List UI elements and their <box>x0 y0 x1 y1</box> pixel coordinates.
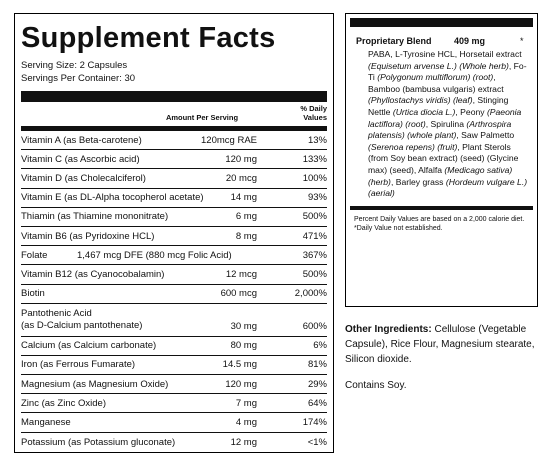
nutrient-daily-value: 600% <box>302 320 327 332</box>
nutrient-name: Folate <box>21 249 48 261</box>
nutrient-name: Thiamin (as Thiamine mononitrate) <box>21 211 169 223</box>
botanical-name: (Serenoa repens) (fruit) <box>368 141 458 152</box>
nutrient-row <box>21 150 327 169</box>
nutrient-row <box>21 356 327 375</box>
other-ingredients <box>345 322 540 367</box>
nutrient-row <box>21 285 327 304</box>
daily-value-footnote: Percent Daily Values are based on a 2,000 calorie diet. *Daily Value not established. <box>354 215 525 232</box>
blend-top-bar <box>350 18 533 27</box>
botanical-name: (Hordeum vulgare L.) (aerial) <box>368 176 528 199</box>
nutrient-name: Zinc (as Zinc Oxide) <box>21 397 106 409</box>
nutrient-daily-value: 6% <box>313 340 327 352</box>
nutrient-amount: 80 mg <box>230 340 257 352</box>
ingredient-text: PABA, L-Tyrosine HCL, Horsetail extract <box>368 49 522 59</box>
nutrient-amount: 4 mg <box>235 417 257 429</box>
nutrient-name: Manganese <box>21 417 71 429</box>
nutrient-amount: 12 mg <box>230 436 257 448</box>
ingredient-text: , Fo-Ti <box>368 60 527 83</box>
nutrient-name: Vitamin B6 (as Pyridoxine HCL) <box>21 230 155 242</box>
botanical-name: (Medicago sativa) (herb) <box>368 164 513 187</box>
ingredient-text: , Bamboo (bambusa vulgaris) extract <box>368 72 504 94</box>
nutrient-daily-value: 93% <box>307 192 327 204</box>
nutrient-name: Vitamin E (as DL-Alpha tocopherol acetate) <box>21 192 204 204</box>
nutrient-amount: 7 mg <box>235 397 257 409</box>
nutrient-amount: 120 mg <box>225 153 257 165</box>
blend-daily-value: * <box>520 36 524 46</box>
blend-ingredients <box>350 49 533 200</box>
servings-per-container: Servings Per Container: 30 <box>21 73 136 84</box>
serving-size: Serving Size: 2 Capsules <box>21 60 128 71</box>
nutrient-name: Vitamin B12 (as Cyanocobalamin) <box>21 268 165 280</box>
thick-divider <box>21 91 327 102</box>
nutrient-amount: 14 mg <box>230 192 257 204</box>
nutrient-name: Vitamin A (as Beta-carotene) <box>21 134 142 146</box>
nutrient-name: Magnesium (as Magnesium Oxide) <box>21 378 169 390</box>
nutrient-daily-value: 133% <box>302 153 327 165</box>
nutrient-daily-value: 81% <box>307 359 327 371</box>
other-ingredients-text: Cellulose (Vegetable Capsule), Rice Flour, Magnesium stearate, Silicon dioxide. <box>345 324 535 365</box>
nutrient-row <box>21 304 327 337</box>
botanical-name: (Phyllostachys viridis) (leaf) <box>368 95 473 106</box>
botanical-name: (Polygonum multiflorum) (root) <box>377 72 494 83</box>
nutrient-name: Potassium (as Potassium gluconate) <box>21 436 176 448</box>
ingredient-text: , Peony <box>455 106 487 117</box>
nutrient-daily-value: 13% <box>307 134 327 146</box>
nutrient-name: Biotin <box>21 288 45 300</box>
nutrient-row <box>21 375 327 394</box>
nutrient-row <box>21 394 327 413</box>
nutrient-amount: 120mcg RAE <box>201 134 257 146</box>
other-ingredients-block <box>345 322 540 393</box>
nutrient-amount: 14.5 mg <box>222 359 257 371</box>
nutrient-row <box>21 227 327 246</box>
nutrient-row <box>21 433 327 452</box>
nutrient-daily-value: 100% <box>302 172 327 184</box>
proprietary-blend-panel <box>345 13 538 307</box>
ingredient-text: , Plant Sterols (from Soy bean extract) (seed) (Glycine max) (seed), Alfalfa <box>368 141 519 175</box>
nutrient-row <box>21 208 327 227</box>
botanical-name: (Equisetum arvense L.) (Whole herb) <box>368 60 509 71</box>
supplement-facts-panel <box>14 13 334 453</box>
nutrient-daily-value: 2,000% <box>294 288 327 300</box>
nutrient-row <box>21 131 327 150</box>
blend-amount: 409 mg <box>454 36 486 46</box>
nutrient-amount: 20 mcg <box>225 172 257 184</box>
nutrient-amount: 1,467 mcg DFE (880 mcg Folic Acid) <box>77 249 232 261</box>
blend-name: Proprietary Blend <box>356 36 432 46</box>
botanical-name: (Paeonia lactiflora) (root) <box>368 106 522 129</box>
nutrient-amount: 6 mg <box>235 211 257 223</box>
nutrient-name: Iron (as Ferrous Fumarate) <box>21 359 136 371</box>
nutrient-daily-value: 500% <box>302 211 327 223</box>
ingredient-text: , Barley grass <box>390 176 446 187</box>
nutrient-daily-value: 367% <box>302 249 327 261</box>
nutrient-name: Vitamin D (as Cholecalciferol) <box>21 172 146 184</box>
nutrient-table <box>21 131 327 452</box>
ingredient-text: , Saw Palmetto <box>456 130 515 141</box>
nutrient-daily-value: 471% <box>302 230 327 242</box>
nutrient-daily-value: 64% <box>307 397 327 409</box>
facts-title: Supplement Facts <box>21 22 276 54</box>
ingredient-text: , Spirulina <box>425 118 467 129</box>
nutrient-row <box>21 413 327 432</box>
nutrient-amount: 8 mg <box>235 230 257 242</box>
column-header <box>21 102 327 131</box>
nutrient-daily-value: 29% <box>307 378 327 390</box>
daily-values-header: % Daily Values <box>300 104 327 122</box>
nutrient-amount: 30 mg <box>230 320 257 332</box>
nutrient-daily-value: <1% <box>307 436 327 448</box>
nutrient-amount: 600 mcg <box>220 288 257 300</box>
other-ingredients-label: Other Ingredients: <box>345 324 432 335</box>
nutrient-amount: 120 mg <box>225 378 257 390</box>
nutrient-name: Calcium (as Calcium carbonate) <box>21 340 157 352</box>
nutrient-daily-value: 500% <box>302 268 327 280</box>
allergen-statement: Contains Soy. <box>345 380 407 391</box>
amount-per-serving-header: Amount Per Serving <box>165 113 239 122</box>
nutrient-name: Pantothenic Acid (as D-Calcium pantothenate) <box>21 307 143 331</box>
nutrient-row <box>21 246 327 265</box>
ingredient-text: , Stinging Nettle <box>368 95 509 117</box>
nutrient-row <box>21 265 327 284</box>
nutrient-daily-value: 174% <box>302 417 327 429</box>
nutrient-row <box>21 189 327 208</box>
botanical-name: (Urtica diocia L.) <box>392 106 456 117</box>
nutrient-row <box>21 169 327 188</box>
nutrient-row <box>21 337 327 356</box>
nutrient-name: Vitamin C (as Ascorbic acid) <box>21 153 140 165</box>
nutrient-amount: 12 mcg <box>225 268 257 280</box>
botanical-name: (Arthrospira platensis) (whole plant) <box>368 118 512 141</box>
blend-header <box>350 36 533 46</box>
